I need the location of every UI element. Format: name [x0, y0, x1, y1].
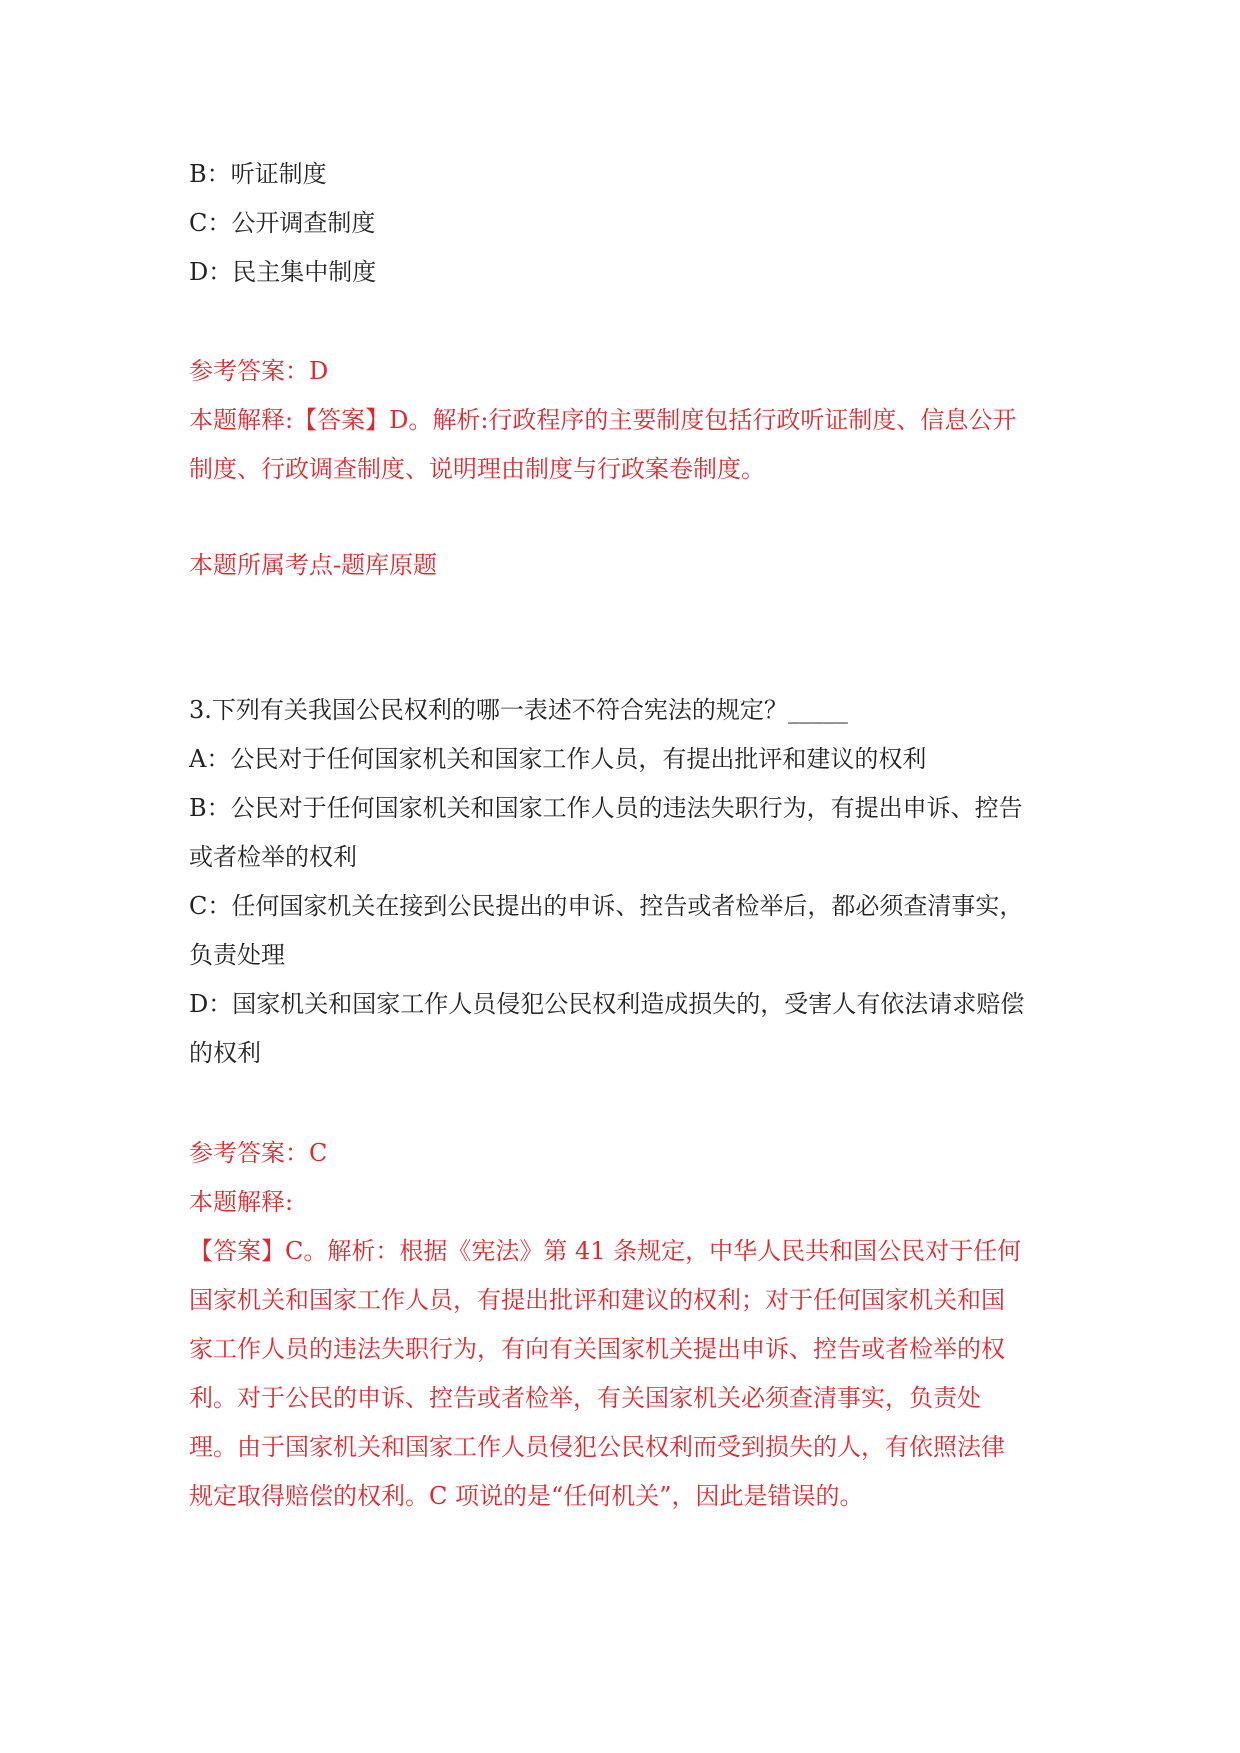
q3-option-line: 的权利 — [189, 1039, 261, 1067]
q2-explanation-line: 本题解释:【答案】D。解析:行政程序的主要制度包括行政听证制度、信息公开 — [189, 406, 1017, 434]
q2-source — [189, 541, 1065, 590]
q3-option-line: C：任何国家机关在接到公民提出的申诉、控告或者检举后，都必须查清事实， — [189, 892, 1024, 920]
q2-option-b: B：听证制度 — [189, 160, 327, 188]
q3-explanation-line: 利。对于公民的申诉、控告或者检举，有关国家机关必须查清事实，负责处 — [189, 1384, 981, 1412]
q3-option-line: D：国家机关和国家工作人员侵犯公民权利造成损失的，受害人有依法请求赔偿 — [189, 990, 1025, 1018]
q2-option-c: C：公开调查制度 — [189, 209, 376, 237]
q2-options — [189, 150, 1065, 297]
q3-explanation-line: 家工作人员的违法失职行为，有向有关国家机关提出申诉、控告或者检举的权 — [189, 1335, 1005, 1363]
q3-block — [189, 686, 1065, 1078]
q3-option-line: 负责处理 — [189, 941, 285, 969]
q3-option-line: B：公民对于任何国家机关和国家工作人员的违法失职行为，有提出申诉、控告 — [189, 794, 1023, 822]
q3-answer: 参考答案：C — [189, 1139, 328, 1167]
q2-source-text: 本题所属考点-题库原题 — [189, 551, 438, 579]
q2-answer-block — [189, 347, 1065, 494]
q2-option-d: D：民主集中制度 — [189, 258, 377, 286]
q3-explanation-line: 国家机关和国家工作人员，有提出批评和建议的权利；对于任何国家机关和国 — [189, 1286, 1005, 1314]
q3-answer-block — [189, 1129, 1065, 1521]
q3-question: 3.下列有关我国公民权利的哪一表述不符合宪法的规定？_____ — [189, 696, 848, 724]
q2-explanation-line: 制度、行政调查制度、说明理由制度与行政案卷制度。 — [189, 455, 765, 483]
q3-explanation-line: 规定取得赔偿的权利。C 项说的是“任何机关”，因此是错误的。 — [189, 1482, 864, 1510]
q3-explanation-label: 本题解释: — [189, 1188, 294, 1216]
q2-answer: 参考答案：D — [189, 357, 329, 385]
q3-option-line: 或者检举的权利 — [189, 843, 357, 871]
q3-option-line: A：公民对于任何国家机关和国家工作人员，有提出批评和建议的权利 — [189, 745, 927, 773]
q3-explanation-line: 理。由于国家机关和国家工作人员侵犯公民权利而受到损失的人，有依照法律 — [189, 1433, 1005, 1461]
q3-explanation-line: 【答案】C。解析：根据《宪法》第 41 条规定，中华人民共和国公民对于任何 — [189, 1237, 1022, 1265]
